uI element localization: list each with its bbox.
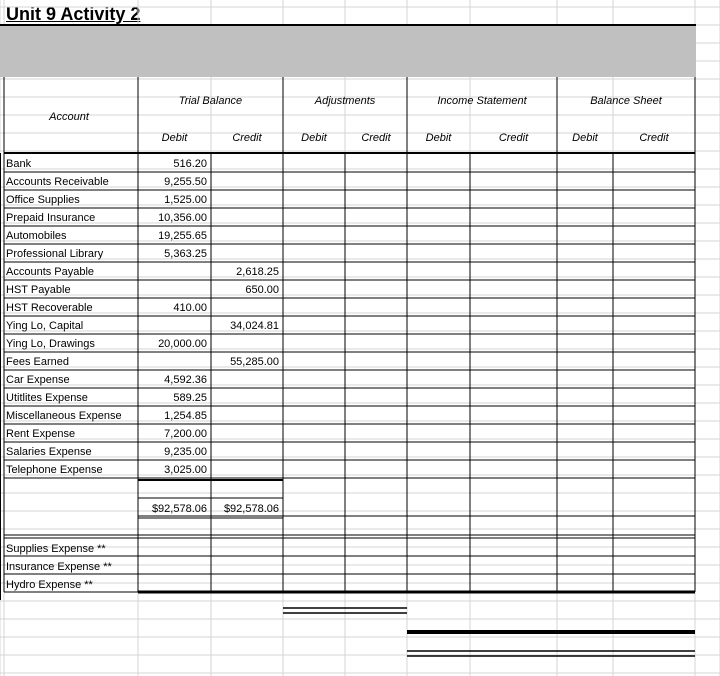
trial-debit-value: 516.20 [173,158,207,170]
trial-credit-value: 34,024.81 [230,320,279,332]
account-name: Miscellaneous Expense [6,410,122,422]
sheet-title: Unit 9 Activity 2 [6,4,141,24]
account-name: HST Recoverable [6,302,93,314]
trial-credit-value: 650.00 [245,284,279,296]
trial-debit-value: 20,000.00 [158,338,207,350]
trial-debit-value: 10,356.00 [158,212,207,224]
trial-debit-value: 9,255.50 [164,176,207,188]
account-name: Rent Expense [6,428,76,440]
credit-header: Credit [361,132,391,144]
account-name: Ying Lo, Drawings [6,338,95,350]
trial-debit-value: 7,200.00 [164,428,207,440]
trial-debit-value: 589.25 [173,392,207,404]
adjustment-account-name: Hydro Expense ** [6,579,93,591]
header-band [0,25,696,77]
account-name: Car Expense [6,374,70,386]
trial-credit-total: $92,578.06 [223,503,279,515]
credit-header: Credit [232,132,262,144]
trial-debit-value: 5,363.25 [164,248,207,260]
account-name: Accounts Receivable [6,176,109,188]
trial-debit-value: 19,255.65 [158,230,207,242]
account-name: Professional Library [6,248,104,260]
trial-credit-value: 55,285.00 [230,356,279,368]
group-header: Adjustments [314,95,376,107]
account-name: Automobiles [6,230,67,242]
credit-header: Credit [639,132,669,144]
debit-header: Debit [301,132,327,144]
debit-header: Debit [425,132,452,144]
account-name: Office Supplies [6,194,80,206]
trial-debit-total: $92,578.06 [151,503,207,515]
group-header: Trial Balance [178,95,243,107]
account-name: Salaries Expense [6,446,92,458]
adjustment-account-name: Supplies Expense ** [6,543,106,555]
account-name: Bank [6,158,32,170]
debit-header: Debit [161,132,188,144]
group-header: Balance Sheet [590,95,662,107]
account-name: Utitlites Expense [6,392,88,404]
trial-debit-value: 9,235.00 [164,446,207,458]
account-name: HST Payable [6,284,71,296]
trial-debit-value: 410.00 [173,302,207,314]
account-name: Accounts Payable [6,266,95,278]
trial-debit-value: 1,525.00 [164,194,207,206]
account-header: Account [49,111,89,123]
account-name: Telephone Expense [6,464,103,476]
trial-debit-value: 1,254.85 [164,410,207,422]
trial-credit-value: 2,618.25 [236,266,279,278]
credit-header: Credit [498,132,529,144]
account-name: Prepaid Insurance [6,212,96,224]
account-name: Ying Lo, Capital [6,320,84,332]
adjustment-account-name: Insurance Expense ** [6,561,112,573]
group-header: Income Statement [437,95,527,107]
debit-header: Debit [572,132,598,144]
trial-debit-value: 3,025.00 [164,464,207,476]
trial-debit-value: 4,592.36 [164,374,207,386]
account-name: Fees Earned [6,356,69,368]
